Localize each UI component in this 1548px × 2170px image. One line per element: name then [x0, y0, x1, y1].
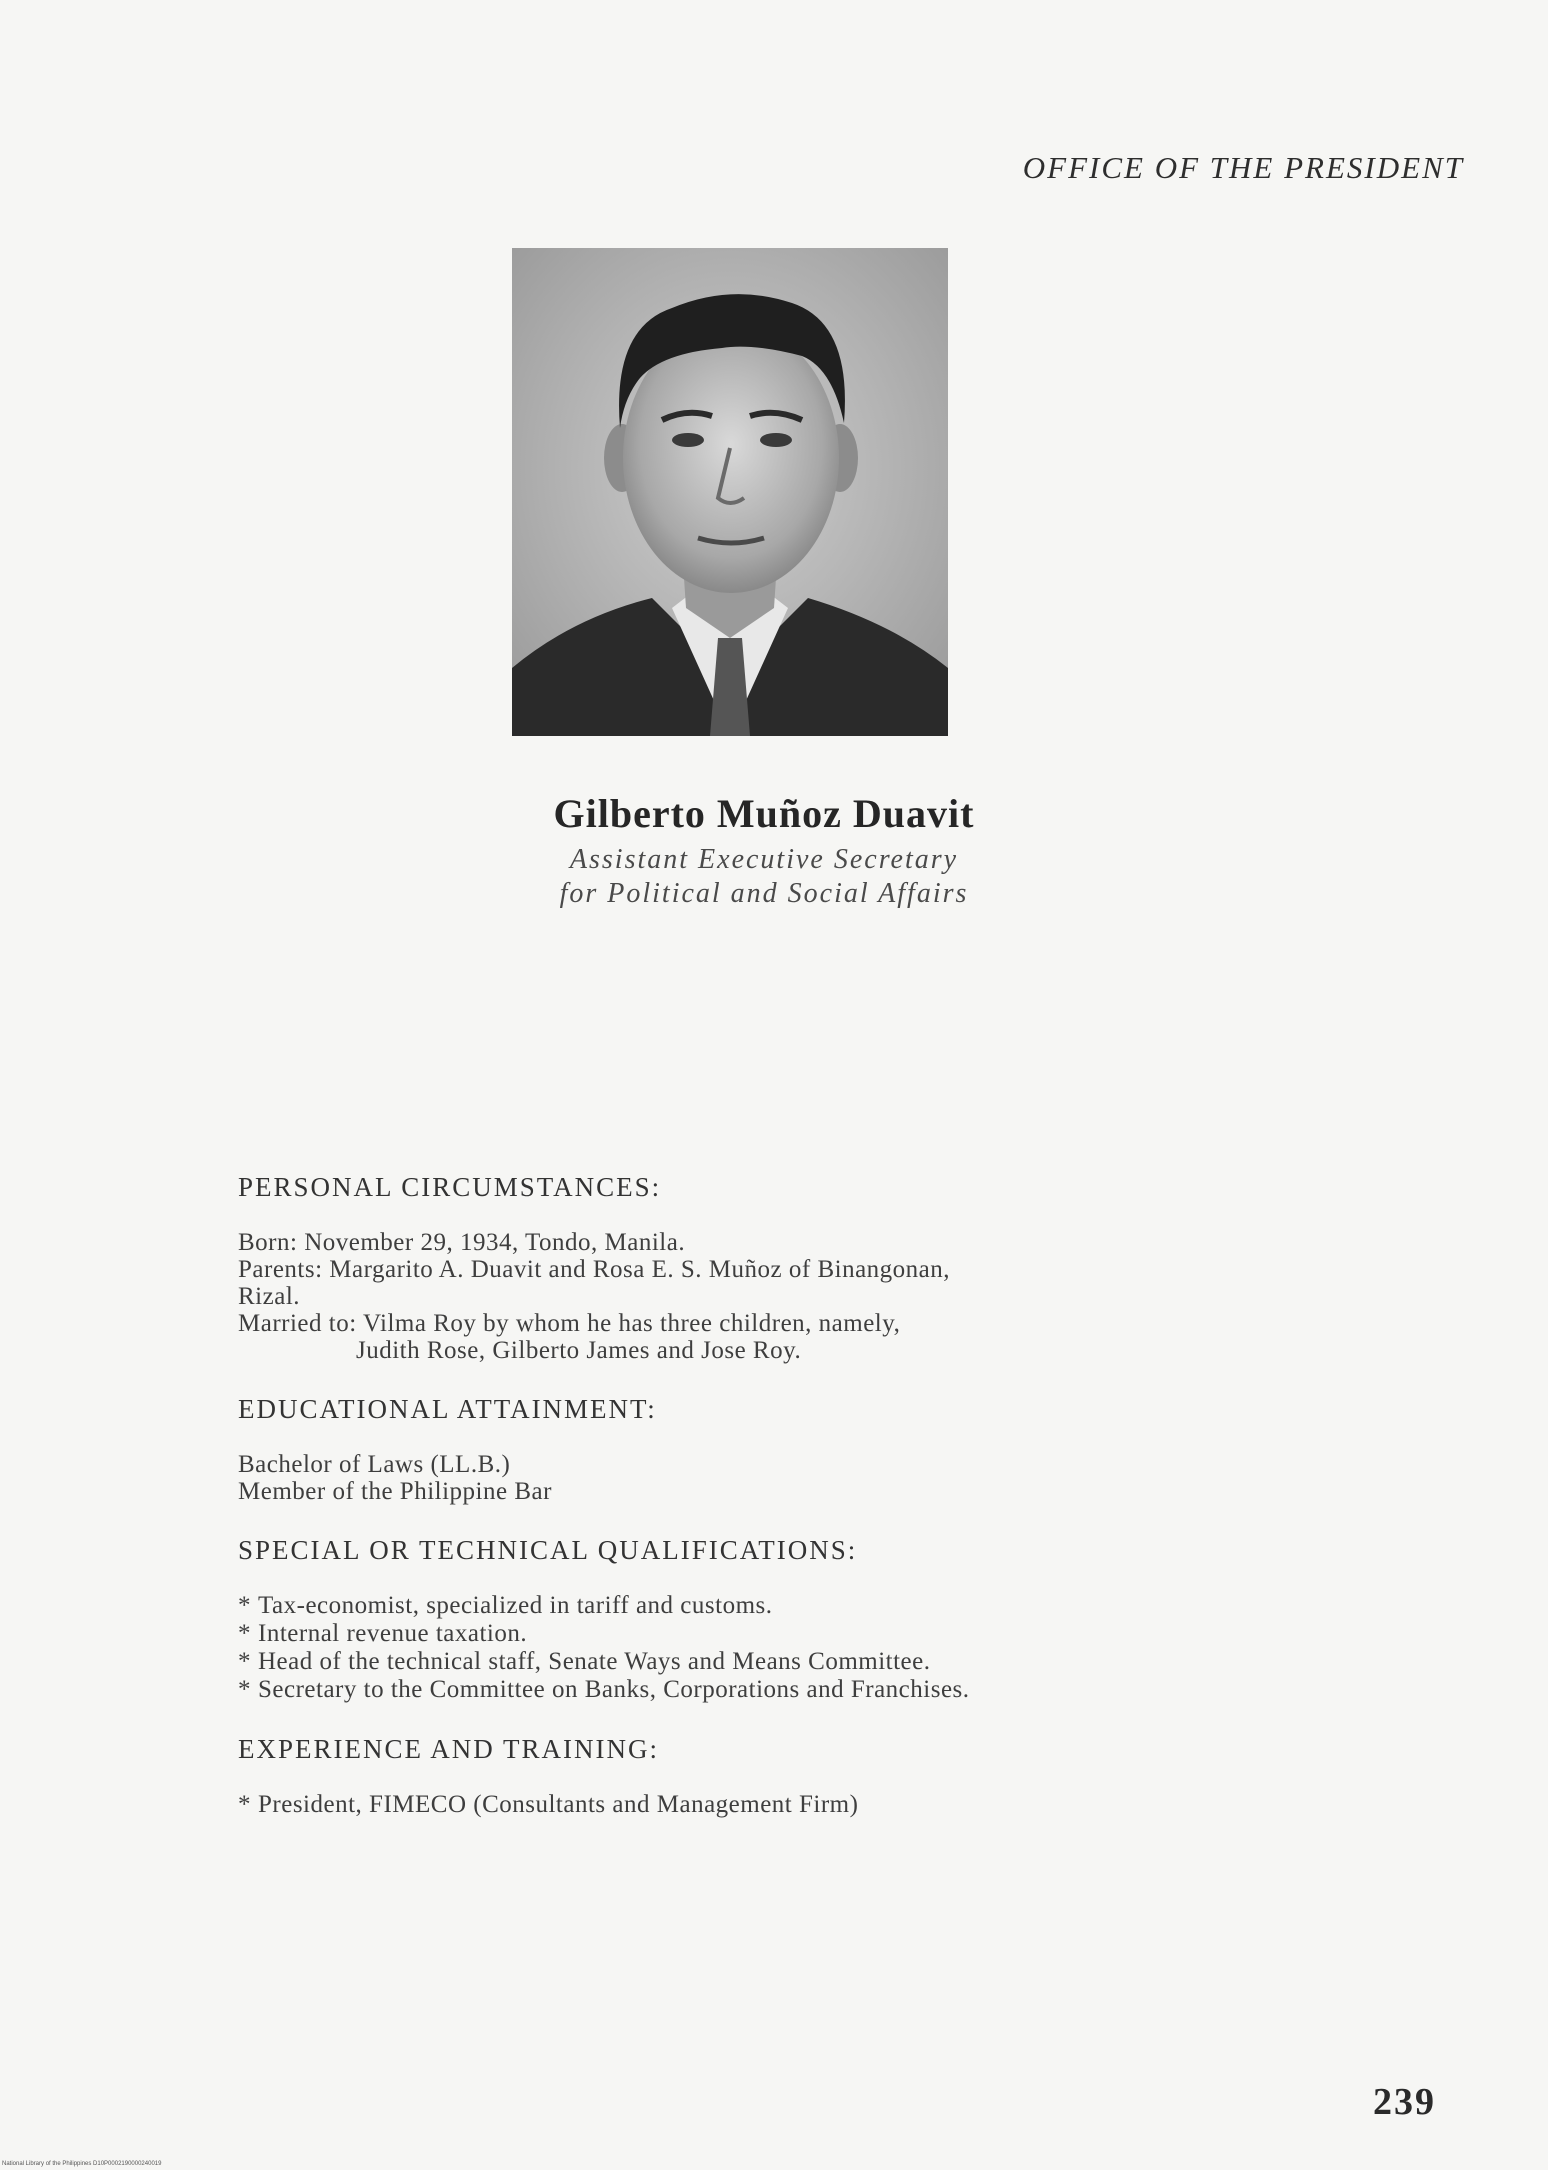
section-heading-education: EDUCATIONAL ATTAINMENT:: [238, 1394, 657, 1424]
section-personal: [238, 1172, 1218, 1364]
personal-line: Married to: Vilma Roy by whom he has three children, namely,: [238, 1310, 901, 1337]
qualification-text: Head of the technical staff, Senate Ways and Means Committee.: [258, 1648, 931, 1675]
qualification-item: [238, 1648, 1218, 1676]
person-title-line-2: for Political and Social Affairs: [559, 878, 969, 909]
section-experience: [238, 1734, 1218, 1819]
person-name: Gilberto Muñoz Duavit: [553, 791, 975, 836]
personal-line: Rizal.: [238, 1283, 301, 1310]
portrait-photo: [512, 248, 948, 736]
personal-line: Born: November 29, 1934, Tondo, Manila.: [238, 1229, 686, 1256]
qualification-item: [238, 1592, 1218, 1620]
person-title-line-1: Assistant Executive Secretary: [569, 844, 959, 875]
qualification-item: [238, 1620, 1218, 1648]
page-number: 239: [1373, 2081, 1436, 2123]
education-line: Member of the Philippine Bar: [238, 1478, 552, 1505]
office-header: OFFICE OF THE PRESIDENT: [1022, 150, 1464, 185]
qualification-text: Internal revenue taxation.: [258, 1620, 528, 1647]
education-line: Bachelor of Laws (LL.B.): [238, 1451, 511, 1478]
qualification-text: Tax-economist, specialized in tariff and customs.: [258, 1592, 773, 1619]
personal-line: Parents: Margarito A. Duavit and Rosa E. S. Muñoz of Binangonan,: [238, 1256, 951, 1283]
name-block: [0, 790, 1548, 911]
section-qualifications: [238, 1535, 1218, 1704]
bullet-icon: *: [238, 1592, 251, 1619]
bullet-icon: *: [238, 1791, 251, 1818]
experience-text: President, FIMECO (Consultants and Management Firm): [258, 1791, 859, 1818]
section-heading-experience: EXPERIENCE AND TRAINING:: [238, 1734, 659, 1764]
section-heading-personal: PERSONAL CIRCUMSTANCES:: [238, 1172, 662, 1202]
bullet-icon: *: [238, 1648, 251, 1675]
section-education: [238, 1394, 1218, 1505]
bullet-icon: *: [238, 1676, 251, 1703]
experience-item: [238, 1791, 1218, 1819]
personal-line: Judith Rose, Gilberto James and Jose Roy.: [356, 1337, 802, 1364]
biography-content: [238, 1172, 1218, 1849]
qualification-item: [238, 1676, 1218, 1704]
archive-stamp: National Library of the Philippines D10P0002190000240019: [2, 2161, 162, 2167]
qualification-text: Secretary to the Committee on Banks, Corporations and Franchises.: [258, 1676, 970, 1703]
bullet-icon: *: [238, 1620, 251, 1647]
section-heading-qualifications: SPECIAL OR TECHNICAL QUALIFICATIONS:: [238, 1535, 858, 1565]
